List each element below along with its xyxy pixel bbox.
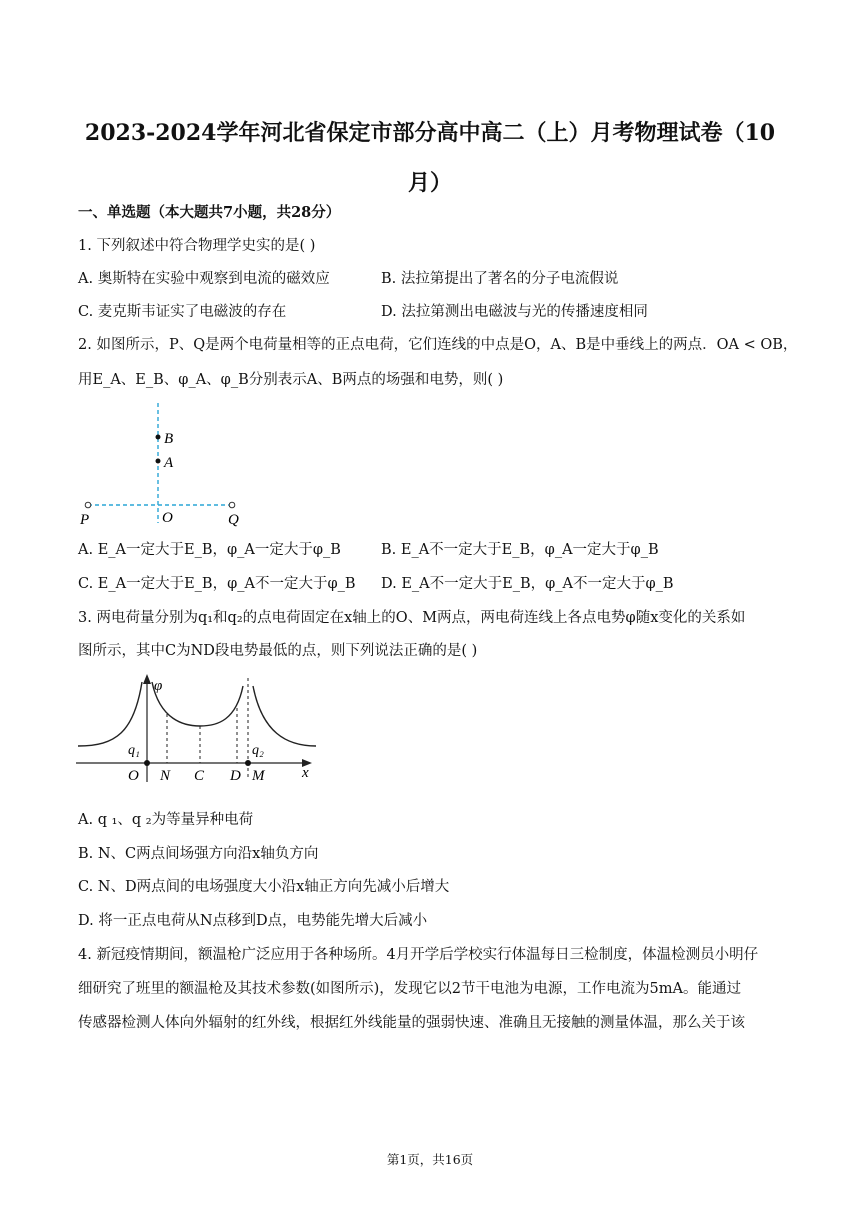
point-a <box>156 459 161 464</box>
q2-option-c: C. E_A一定大于E_B，φ_A不一定大于φ_B <box>78 576 356 592</box>
q2-option-d: D. E_A不一定大于E_B，φ_A不一定大于φ_B <box>381 576 674 592</box>
curve-right <box>253 686 316 746</box>
label-o: O <box>162 510 173 526</box>
section-heading: 一、单选题（本大题共7小题，共28分） <box>78 204 341 221</box>
q4-line-3: 传感器检测人体向外辐射的红外线，根据红外线能量的强弱快速、准确且无接触的测量体温，那么关于该 <box>78 1015 745 1031</box>
q2-option-a: A. E_A一定大于E_B，φ_A一定大于φ_B <box>78 542 341 558</box>
q1-option-a: A. 奥斯特在实验中观察到电流的磁效应 <box>78 271 330 287</box>
title-line-2: 月） <box>407 170 452 196</box>
q1-option-b: B. 法拉第提出了著名的分子电流假说 <box>381 271 619 287</box>
charge-q <box>229 502 235 508</box>
curve-middle <box>152 682 243 726</box>
label-m: M <box>252 768 265 784</box>
q3-potential-graph <box>76 672 321 784</box>
q3-option-c: C. N、D两点间的电场强度大小沿x轴正方向先减小后增大 <box>78 879 450 895</box>
label-q1: q₁ <box>128 743 140 758</box>
label-phi: φ <box>154 678 163 694</box>
label-a: A <box>164 455 174 471</box>
exam-title <box>60 108 800 208</box>
q2-option-b: B. E_A不一定大于E_B，φ_A一定大于φ_B <box>381 542 659 558</box>
label-x: x <box>302 765 309 781</box>
label-p: P <box>80 512 90 528</box>
title-line-1: 2023-2024学年河北省保定市部分高中高二（上）月考物理试卷（10 <box>84 120 776 146</box>
label-b: B <box>164 431 174 447</box>
label-c: C <box>194 768 205 784</box>
point-b <box>156 435 161 440</box>
q1-stem: 1. 下列叙述中符合物理学史实的是( ) <box>78 238 316 254</box>
label-q: Q <box>228 512 239 528</box>
charge-p <box>85 502 91 508</box>
label-d: D <box>230 768 241 784</box>
label-n: N <box>160 768 171 784</box>
q3-option-b: B. N、C两点间场强方向沿x轴负方向 <box>78 846 319 862</box>
phi-axis-arrow <box>143 674 151 684</box>
q3-stem-line-1: 3. 两电荷量分别为q₁和q₂的点电荷固定在x轴上的O、M两点，两电荷连线上各点电势φ随x变化的关系如 <box>78 610 746 626</box>
page-footer: 第1页，共16页 <box>386 1152 474 1167</box>
q3-option-d: D. 将一正点电荷从N点移到D点，电势能先增大后减小 <box>78 913 428 929</box>
q1-option-c: C. 麦克斯韦证实了电磁波的存在 <box>78 304 287 320</box>
q3-stem-line-2: 图所示，其中C为ND段电势最低的点，则下列说法正确的是( ) <box>78 643 478 659</box>
q3-option-a: A. q ₁、q ₂为等量异种电荷 <box>78 812 254 828</box>
q2-stem-line-1: 2. 如图所示，P、Q是两个电荷量相等的正点电荷，它们连线的中点是O，A、B是中垂线上的两点．OA < OB， <box>78 337 798 353</box>
q4-line-1: 4. 新冠疫情期间，额温枪广泛应用于各种场所。4月开学后学校实行体温每日三检制度，体温检测员小明仔 <box>78 947 759 963</box>
curve-left <box>78 682 142 746</box>
q2-figure <box>76 398 256 528</box>
q1-option-d: D. 法拉第测出电磁波与光的传播速度相同 <box>381 304 648 320</box>
charge-q2 <box>245 760 251 766</box>
label-q2: q₂ <box>252 743 264 758</box>
charge-q1 <box>144 760 150 766</box>
label-o: O <box>128 768 139 784</box>
q4-line-2: 细研究了班里的额温枪及其技术参数(如图所示)，发现它以2节干电池为电源，工作电流为5mA。能通过 <box>78 981 741 997</box>
q2-stem-line-2: 用E_A、E_B、φ_A、φ_B分别表示A、B两点的场强和电势，则( ) <box>78 372 504 388</box>
